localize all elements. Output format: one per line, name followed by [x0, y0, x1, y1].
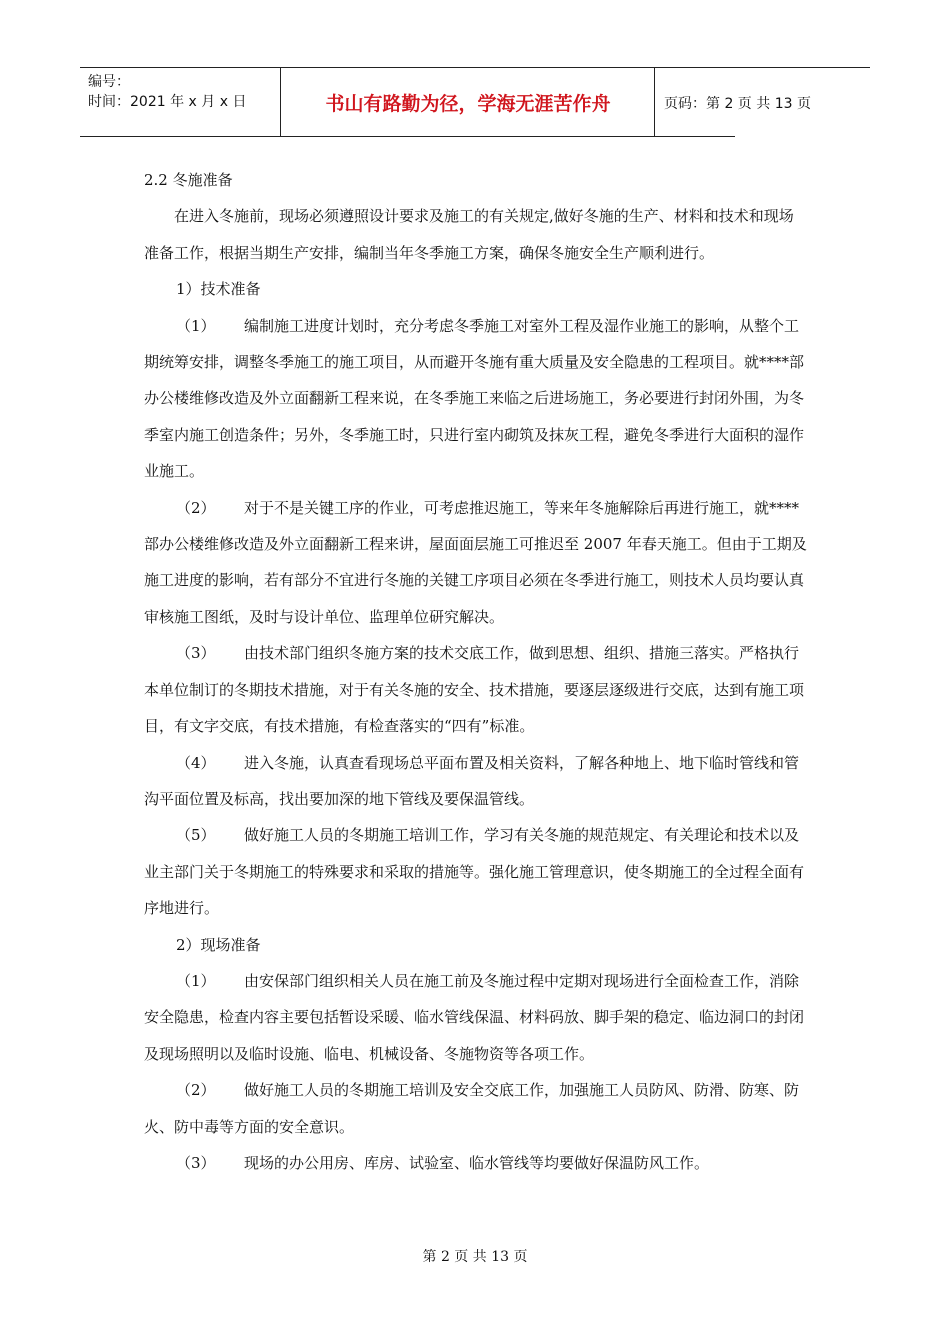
page-footer: 第 2 页 共 13 页	[422, 1249, 528, 1265]
item-number: （3）	[176, 644, 216, 663]
header-motto: 书山有路勤为径，学海无涯苦作舟	[325, 93, 611, 115]
item-number: （5）	[176, 826, 216, 845]
page-header	[80, 67, 870, 137]
item-number: （3）	[176, 1153, 216, 1172]
site-item	[144, 963, 808, 1072]
item-number: （4）	[176, 753, 216, 772]
item-text: 做好施工人员的冬期施工培训工作，学习有关冬施的规范规定、有关理论和技术以及业主部门关于冬期施工的特殊要求和采取的措施等。强化施工管理意识，使冬期施工的全过程全面有序地进行。	[144, 826, 805, 918]
item-number: （2）	[176, 498, 216, 517]
header-bottom-rule	[80, 136, 735, 137]
header-page-info: 页码：第 2 页 共 13 页	[664, 96, 811, 112]
header-number-label: 编号：	[88, 74, 130, 90]
section-title: 2.2 冬施准备	[144, 171, 233, 189]
tech-item	[144, 490, 808, 636]
item-text: 由安保部门组织相关人员在施工前及冬施过程中定期对现场进行全面检查工作，消除安全隐患，检查内容主要包括暂设采暖、临水管线保温、材料码放、脚手架的稳定、临边洞口的封闭及现场照明以及临时设施、临电、机械设备、冬施物资等各项工作。	[144, 971, 805, 1063]
document-body	[144, 162, 808, 1181]
header-divider-left	[280, 67, 281, 137]
item-text: 由技术部门组织冬施方案的技术交底工作，做到思想、组织、措施三落实。严格执行本单位制订的冬期技术措施，对于有关冬施的安全、技术措施，要逐层逐级进行交底，达到有施工项目，有文字交底，有技术措施，有检查落实的“四有”标准。	[144, 644, 805, 736]
tech-item	[144, 745, 808, 818]
header-meta	[88, 72, 246, 112]
tech-item	[144, 635, 808, 744]
tech-prep-heading: 1）技术准备	[176, 280, 261, 299]
item-text: 对于不是关键工序的作业，可考虑推迟施工，等来年冬施解除后再进行施工，就****部办公楼维修改造及外立面翻新工程来讲，屋面面层施工可推迟至 2007 年春天施工。但由于工期及施工进度的影响，若有部分不宜进行冬施的关键工序项目必须在冬季进行施工，则技术人员均要认真审核施工图纸，及时与设计单位、监理单位研究解决。	[144, 498, 807, 626]
site-prep-heading: 2）现场准备	[176, 935, 261, 954]
item-number: （1）	[176, 971, 216, 990]
site-item	[144, 1145, 808, 1181]
item-number: （2）	[176, 1081, 216, 1100]
item-text: 做好施工人员的冬期施工培训及安全交底工作，加强施工人员防风、防滑、防寒、防火、防中毒等方面的安全意识。	[144, 1081, 800, 1136]
item-text: 现场的办公用房、库房、试验室、临水管线等均要做好保温防风工作。	[244, 1153, 710, 1172]
tech-item	[144, 308, 808, 490]
tech-item	[144, 817, 808, 926]
item-text: 编制施工进度计划时，充分考虑冬季施工对室外工程及湿作业施工的影响，从整个工期统筹安排，调整冬季施工的施工项目，从而避开冬施有重大质量及安全隐患的工程项目。就****部办公楼维修改造及外立面翻新工程来说，在冬季施工来临之后进场施工，务必要进行封闭外围，为冬季室内施工创造条件；另外，冬季施工时，只进行室内砌筑及抹灰工程，避免冬季进行大面积的湿作业施工。	[144, 316, 805, 481]
item-text: 进入冬施，认真查看现场总平面布置及相关资料，了解各种地上、地下临时管线和管沟平面位置及标高，找出要加深的地下管线及要保温管线。	[144, 753, 800, 808]
intro-paragraph: 在进入冬施前，现场必须遵照设计要求及施工的有关规定,做好冬施的生产、材料和技术和现场准备工作，根据当期生产安排，编制当年冬季施工方案，确保冬施安全生产顺利进行。	[144, 207, 794, 262]
header-date: 时间：2021 年 x 月 x 日	[88, 94, 247, 110]
site-item	[144, 1072, 808, 1145]
header-divider-right	[654, 67, 655, 137]
item-number: （1）	[176, 316, 216, 335]
header-top-rule	[80, 67, 870, 68]
